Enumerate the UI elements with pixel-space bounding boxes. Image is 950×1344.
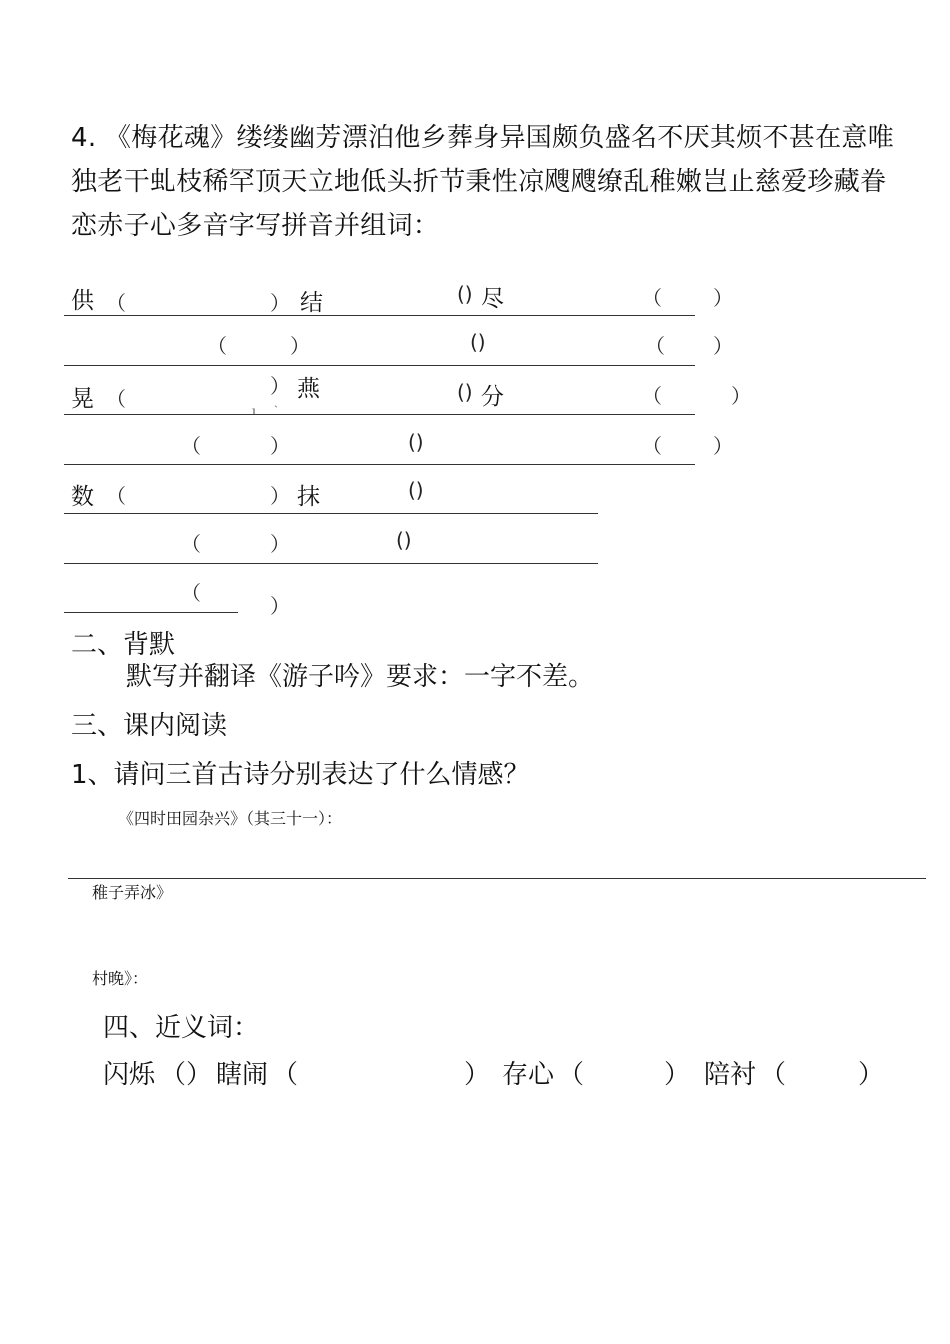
poem-2-label: 稚子弄冰》 — [92, 883, 173, 902]
blank-close: ） — [270, 374, 290, 398]
section-2-title: 二、背默 — [71, 630, 176, 660]
blank-open: （ — [106, 484, 126, 508]
blank-open: （ — [106, 291, 126, 315]
blank-close: ） — [270, 532, 290, 556]
blank-pair: （） — [160, 1060, 213, 1090]
blank-close: ） — [270, 291, 290, 315]
char-jie: 结 — [300, 290, 323, 316]
answer-line — [64, 365, 695, 366]
blank-pair: () — [408, 478, 424, 502]
blank-close: ） — [713, 286, 733, 310]
blank-close: ） — [464, 1060, 491, 1090]
blank-close: ） — [713, 434, 733, 458]
section-4-title: 四、近义词： — [103, 1013, 260, 1043]
answer-line — [64, 612, 238, 613]
synonym-word-3: 存心 — [502, 1060, 555, 1090]
char-shu: 数 — [71, 484, 94, 510]
blank-close: ） — [664, 1060, 691, 1090]
stray-mark: ı — [252, 404, 256, 418]
blank-close: ） — [270, 434, 290, 458]
blank-pair: () — [457, 282, 473, 306]
blank-close: ） — [270, 484, 290, 508]
stray-mark: ˏ — [274, 394, 278, 408]
blank-open: （ — [106, 387, 126, 411]
blank-open: （ — [272, 1060, 299, 1090]
blank-open: （ — [181, 581, 201, 605]
blank-pair: () — [457, 380, 473, 404]
blank-close: ） — [713, 334, 733, 358]
char-fen: 分 — [481, 384, 504, 410]
question-number: 4. — [71, 123, 97, 153]
blank-open: （ — [642, 286, 662, 310]
reading-question-1: 1、请问三首古诗分别表达了什么情感？ — [71, 760, 530, 790]
blank-open: （ — [642, 384, 662, 408]
answer-line — [64, 315, 695, 316]
blank-open: （ — [181, 532, 201, 556]
answer-line — [68, 878, 926, 879]
answer-line — [64, 513, 598, 514]
blank-open: （ — [207, 334, 227, 358]
blank-close: ） — [731, 384, 751, 408]
blank-open: （ — [645, 334, 665, 358]
blank-close: ） — [270, 594, 290, 618]
char-mo: 抹 — [297, 484, 320, 510]
blank-open: （ — [642, 434, 662, 458]
blank-pair: () — [470, 330, 486, 354]
answer-line — [64, 563, 598, 564]
question-body: 《梅花魂》缕缕幽芳漂泊他乡葬身异国颇负盛名不厌其烦不甚在意唯独老干虬枝稀罕顶天立地低头折节秉性凉飕飕缭乱稚嫩岂止慈爱珍藏眷恋赤子心多音字写拼音并组词： — [71, 123, 895, 241]
answer-line — [64, 414, 695, 415]
answer-line — [64, 464, 695, 465]
synonym-word-2: 瞎闹 — [216, 1060, 269, 1090]
synonym-word-4: 陪衬 — [704, 1060, 757, 1090]
poem-1-label: 《四时田园杂兴》（其三十一）： — [118, 809, 343, 828]
section-3-title: 三、课内阅读 — [71, 711, 228, 741]
char-jin: 尽 — [481, 286, 504, 312]
section-2-body: 默写并翻译《游子吟》要求：一字不差。 — [126, 662, 595, 692]
poem-3-label: 村晚》： — [92, 969, 149, 988]
char-gong: 供 — [71, 288, 94, 314]
synonym-word-1: 闪烁 — [103, 1060, 156, 1090]
char-huang: 晃 — [71, 386, 94, 412]
char-yan: 燕 — [297, 376, 320, 402]
blank-open: （ — [558, 1060, 585, 1090]
blank-open: （ — [760, 1060, 787, 1090]
blank-close: ） — [290, 334, 310, 358]
question-4-text — [71, 116, 911, 248]
blank-close: ） — [858, 1060, 885, 1090]
blank-pair: () — [396, 528, 412, 552]
blank-open: （ — [181, 434, 201, 458]
blank-pair: () — [408, 430, 424, 454]
